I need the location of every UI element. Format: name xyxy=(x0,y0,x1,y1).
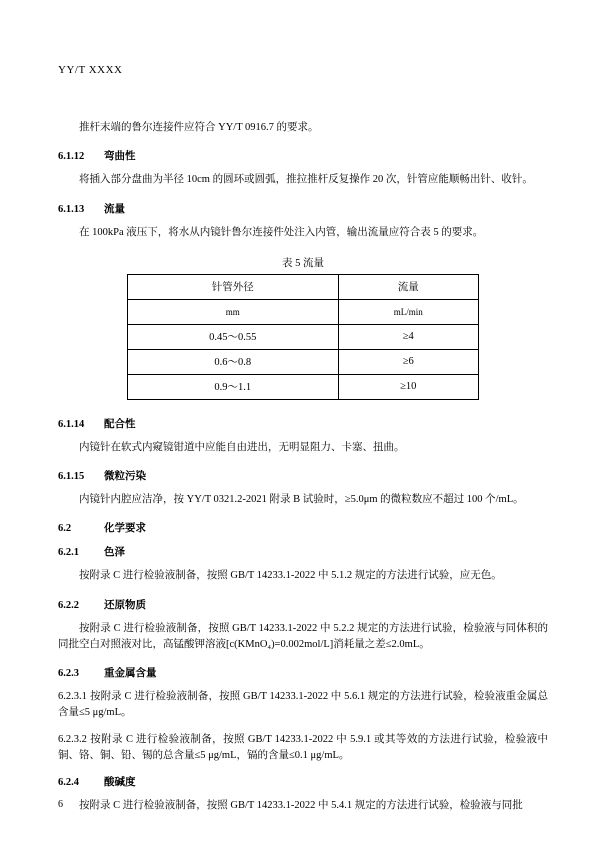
table-cell: ≥4 xyxy=(338,324,478,349)
document-header: YY/T XXXX xyxy=(58,64,123,76)
sub-paragraph xyxy=(58,732,548,765)
sub-clause-text: 按附录 C 进行检验液制备，按照 GB/T 14233.1-2022 中 5.9.1 或其等效的方法进行试验，检验液中铜、铬、铜、铅、锡的总含量≤5 μg/mL，镉的含量≤0.1 μg/mL。 xyxy=(58,733,548,761)
flow-rate-table xyxy=(127,274,479,400)
clause-heading xyxy=(58,665,548,680)
clause-number: 6.1.15 xyxy=(58,471,85,483)
table-unit-cell: mm xyxy=(128,299,339,324)
clause-number: 6.2.1 xyxy=(58,547,79,559)
clause-number: 6.2 xyxy=(58,523,72,535)
paragraph: 按附录 C 进行检验液制备，按照 GB/T 14233.1-2022 中 5.4.1 规定的方法进行试验，检验液与同批 xyxy=(79,800,523,812)
table-row xyxy=(128,349,479,374)
sub-clause-number: 6.2.3.1 xyxy=(58,691,87,703)
clause-heading xyxy=(58,774,548,789)
table-cell: 0.45～0.55 xyxy=(128,324,339,349)
table-cell: ≥6 xyxy=(338,349,478,374)
table-header-cell: 流量 xyxy=(338,274,478,299)
clause-number: 6.1.13 xyxy=(58,203,85,215)
clause-title: 流量 xyxy=(104,203,125,215)
clause-heading xyxy=(58,468,548,483)
paragraph: 在 100kPa 液压下，将水从内镜针鲁尔连接件处注入内管，输出流量应符合表 5 的要求。 xyxy=(79,226,484,238)
table-unit-cell: mL/min xyxy=(338,299,478,324)
clause-title: 化学要求 xyxy=(104,523,146,535)
page-number: 6 xyxy=(58,799,63,810)
table-header-cell: 针管外径 xyxy=(128,274,339,299)
clause-title: 色泽 xyxy=(104,547,125,559)
clause-number: 6.2.3 xyxy=(58,668,79,680)
paragraph: 按附录 C 进行检验液制备，按照 GB/T 14233.1-2022 中 5.1.2 规定的方法进行试验，应无色。 xyxy=(79,570,502,582)
table-unit-row xyxy=(128,299,479,324)
clause-heading xyxy=(58,201,548,216)
paragraph: 推杆末端的鲁尔连接件应符合 YY/T 0916.7 的要求。 xyxy=(79,122,319,133)
sub-clause-text: 按附录 C 进行检验液制备，按照 GB/T 14233.1-2022 中 5.6.1 规定的方法进行试验，检验液重金属总含量≤5 μg/mL。 xyxy=(58,691,548,719)
sub-clause-number: 6.2.3.2 xyxy=(58,733,87,745)
clause-title: 微粒污染 xyxy=(104,471,146,483)
table-caption: 表 5 流量 xyxy=(282,257,324,269)
clause-title: 酸碱度 xyxy=(104,777,136,789)
paragraph: 按附录 C 进行检验液制备，按照 GB/T 14233.1-2022 中 5.2.2 规定的方法进行试验，检验液与同体积的同批空白对照液对比，高锰酸钾溶液[c(KMnO₄)=0.002mol/L]消耗量之差≤2.0mL。 xyxy=(58,622,548,650)
sub-paragraph xyxy=(58,689,548,722)
table-header-row xyxy=(128,274,479,299)
table-row xyxy=(128,374,479,399)
clause-heading xyxy=(58,597,548,612)
clause-title: 还原物质 xyxy=(104,599,146,611)
table-cell: ≥10 xyxy=(338,374,478,399)
clause-heading xyxy=(58,416,548,431)
paragraph: 内镜针内腔应洁净，按 YY/T 0321.2-2021 附录 B 试验时，≥5.0μm 的微粒数应不超过 100 个/mL。 xyxy=(79,494,524,506)
clause-title: 弯曲性 xyxy=(104,151,136,163)
clause-number: 6.1.14 xyxy=(58,418,85,430)
table-cell: 0.9～1.1 xyxy=(128,374,339,399)
page-content xyxy=(58,64,548,826)
clause-title: 配合性 xyxy=(104,418,136,430)
clause-title: 重金属含量 xyxy=(104,668,157,680)
paragraph: 将插入部分盘曲为半径 10cm 的圆环或圆弧，推拉推杆反复操作 20 次，针管应能顺畅出针、收针。 xyxy=(79,174,533,186)
clause-heading xyxy=(58,544,548,559)
clause-number: 6.1.12 xyxy=(58,151,85,163)
clause-number: 6.2.4 xyxy=(58,777,79,789)
clause-heading xyxy=(58,148,548,163)
table-cell: 0.6～0.8 xyxy=(128,349,339,374)
paragraph: 内镜针在软式内窥镜钳道中应能自由进出，无明显阻力、卡塞、扭曲。 xyxy=(79,441,405,453)
clause-number: 6.2.2 xyxy=(58,599,79,611)
clause-heading xyxy=(58,520,548,535)
table-row xyxy=(128,324,479,349)
